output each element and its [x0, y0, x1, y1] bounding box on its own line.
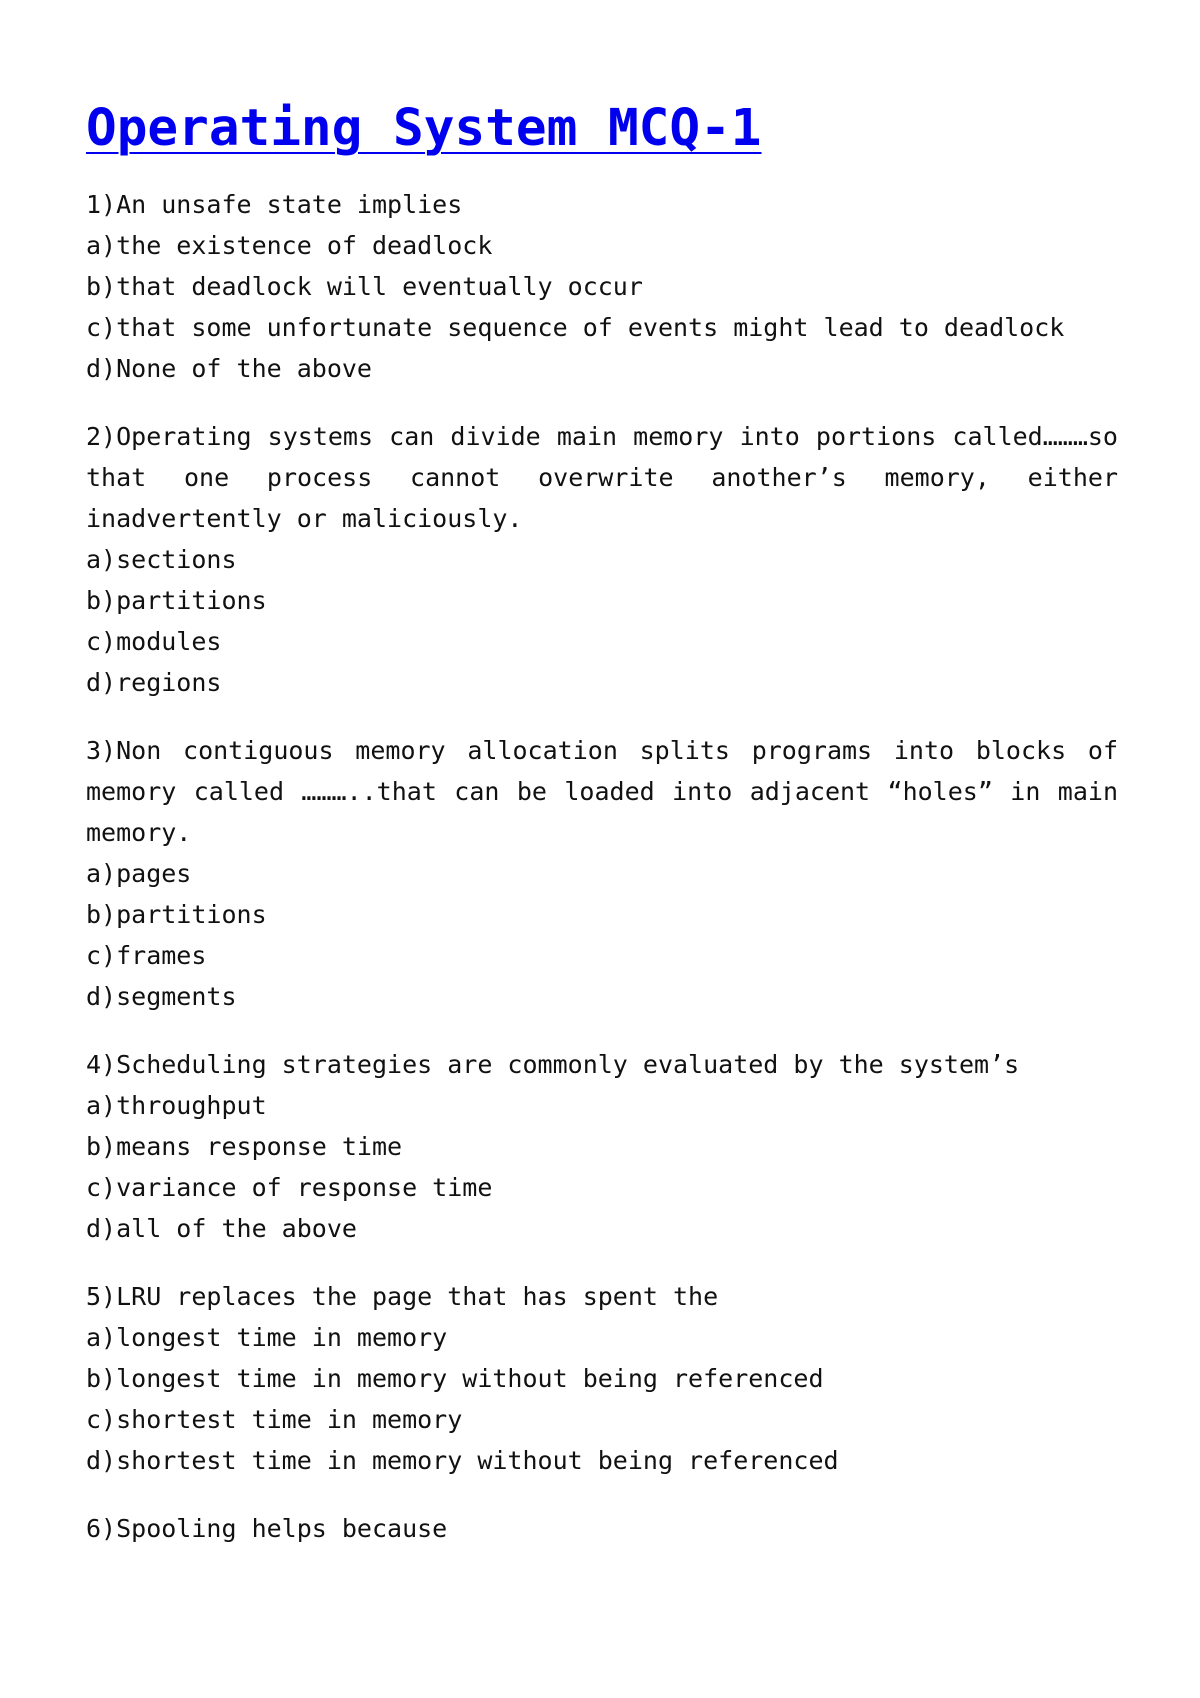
question-text: 5)LRU replaces the page that has spent the — [86, 1282, 719, 1311]
option-c: c)modules — [86, 627, 222, 656]
option-a: a)throughput — [86, 1091, 267, 1120]
option-d: d)None of the above — [86, 354, 372, 383]
question-text: 4)Scheduling strategies are commonly evaluated by the system’s — [86, 1050, 1020, 1079]
option-a: a)sections — [86, 545, 237, 574]
question-1 — [86, 184, 1118, 389]
option-b: b)partitions — [86, 900, 267, 929]
question-3 — [86, 730, 1118, 1017]
question-6 — [86, 1508, 1118, 1549]
option-d: d)regions — [86, 668, 222, 697]
question-list — [86, 184, 1118, 1549]
option-d: d)all of the above — [86, 1214, 357, 1243]
option-a: a)the existence of deadlock — [86, 231, 493, 260]
question-text: 6)Spooling helps because — [86, 1514, 448, 1543]
question-2 — [86, 416, 1118, 703]
option-b: b)that deadlock will eventually occur — [86, 272, 643, 301]
question-4 — [86, 1044, 1118, 1249]
option-b: b)partitions — [86, 586, 267, 615]
option-a: a)pages — [86, 859, 192, 888]
option-c: c)that some unfortunate sequence of events might lead to deadlock — [86, 313, 1065, 342]
option-a: a)longest time in memory — [86, 1323, 448, 1352]
question-text: 3)Non contiguous memory allocation splits programs into blocks of memory called ………..that can be loaded into adjacent “holes” in main memory. — [86, 736, 1118, 847]
question-5 — [86, 1276, 1118, 1481]
option-d: d)shortest time in memory without being referenced — [86, 1446, 839, 1475]
document-page — [86, 0, 1118, 1576]
option-b: b)means response time — [86, 1132, 403, 1161]
option-c: c)frames — [86, 941, 207, 970]
option-c: c)variance of response time — [86, 1173, 493, 1202]
question-text: 1)An unsafe state implies — [86, 190, 463, 219]
page-title[interactable]: Operating System MCQ-1 — [86, 99, 762, 158]
option-d: d)segments — [86, 982, 237, 1011]
question-text: 2)Operating systems can divide main memory into portions called………so that one process cannot overwrite another’s memory, either inadvertently or maliciously. — [86, 422, 1118, 533]
option-c: c)shortest time in memory — [86, 1405, 463, 1434]
option-b: b)longest time in memory without being referenced — [86, 1364, 824, 1393]
